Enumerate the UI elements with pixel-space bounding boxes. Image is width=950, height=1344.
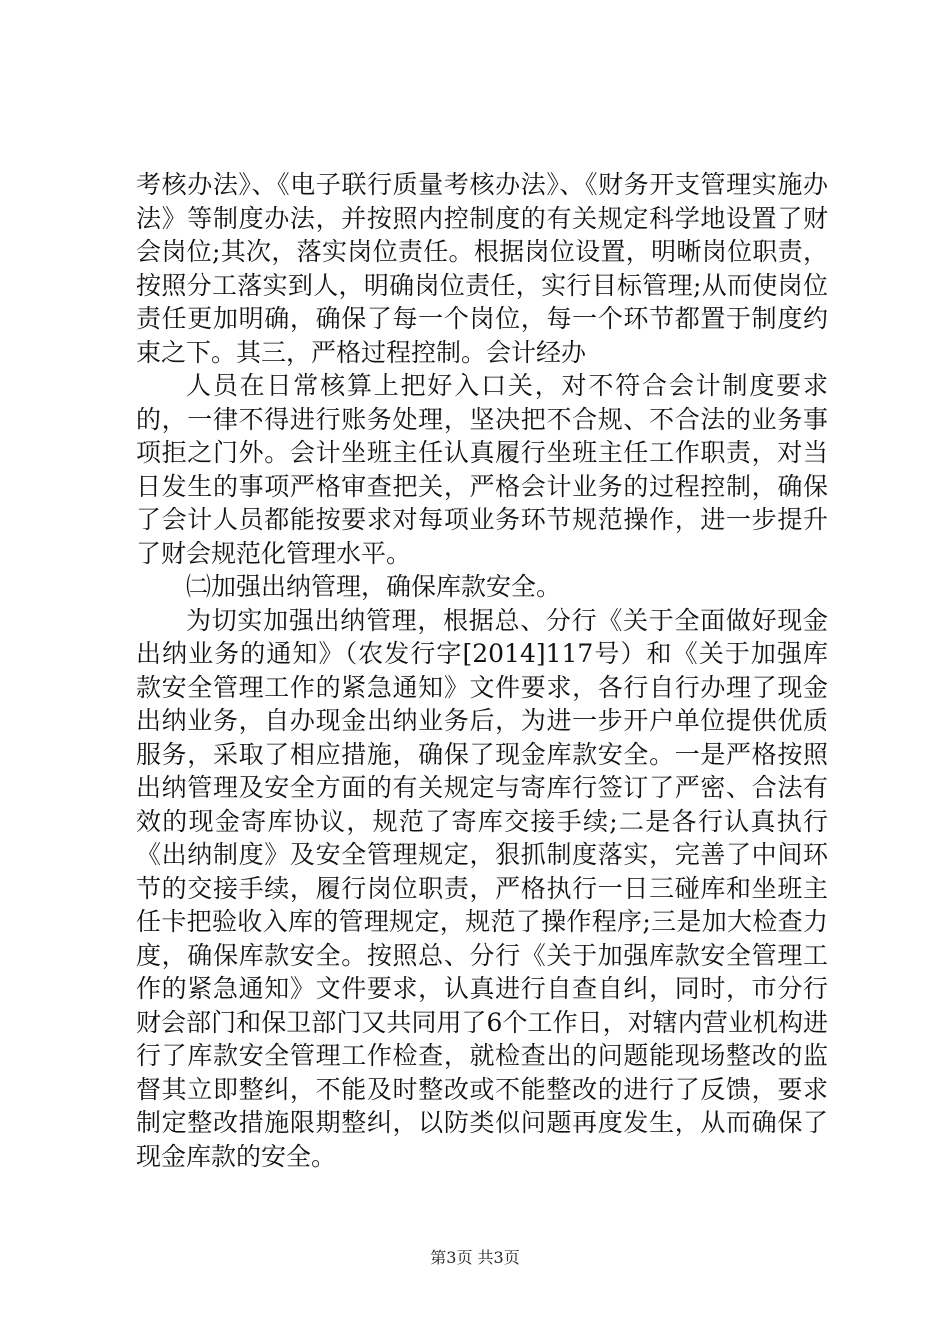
document-body	[136, 168, 828, 1173]
paragraph-cashier-management: 为切实加强出纳管理，根据总、分行《关于全面做好现金出纳业务的通知》（农发行字[2014]117号）和《关于加强库款安全管理工作的紧急通知》文件要求，各行自行办理了现金出纳业务，自办现金出纳业务后，为进一步开户单位提供优质服务，采取了相应措施，确保了现金库款安全。一是严格按照出纳管理及安全方面的有关规定与寄库行签订了严密、合法有效的现金寄库协议，规范了寄库交接手续;二是各行认真执行《出纳制度》及安全管理规定，狠抓制度落实，完善了中间环节的交接手续，履行岗位职责，严格执行一日三碰库和坐班主任卡把验收入库的管理规定，规范了操作程序;三是加大检查力度，确保库款安全。按照总、分行《关于加强库款安全管理工作的紧急通知》文件要求，认真进行自查自纠，同时，市分行财会部门和保卫部门又共同用了6个工作日，对辖内营业机构进行了库款安全管理工作检查，就检查出的问题能现场整改的监督其立即整纠，不能及时整改或不能整改的进行了反馈，要求制定整改措施限期整纠，以防类似问题再度发生，从而确保了现金库款的安全。	[136, 605, 828, 1171]
paragraph-continuation: 考核办法》、《电子联行质量考核办法》、《财务开支管理实施办法》等制度办法，并按照内控制度的有关规定科学地设置了财会岗位;其次，落实岗位责任。根据岗位设置，明晰岗位职责，按照分工落实到人，明确岗位责任，实行目标管理;从而使岗位责任更加明确，确保了每一个岗位，每一个环节都置于制度约束之下。其三，严格过程控制。会计经办	[136, 170, 828, 367]
paragraph-accounting-staff: 人员在日常核算上把好入口关，对不符合会计制度要求的，一律不得进行账务处理，坚决把不合规、不合法的业务事项拒之门外。会计坐班主任认真履行坐班主任工作职责，对当日发生的事项严格审查把关，严格会计业务的过程控制，确保了会计人员都能按要求对每项业务环节规范操作，进一步提升了财会规范化管理水平。	[136, 371, 828, 568]
section-heading-cashier: ㈡加强出纳管理，确保库款安全。	[186, 572, 562, 601]
page-number: 第3页 共3页	[430, 1248, 520, 1267]
